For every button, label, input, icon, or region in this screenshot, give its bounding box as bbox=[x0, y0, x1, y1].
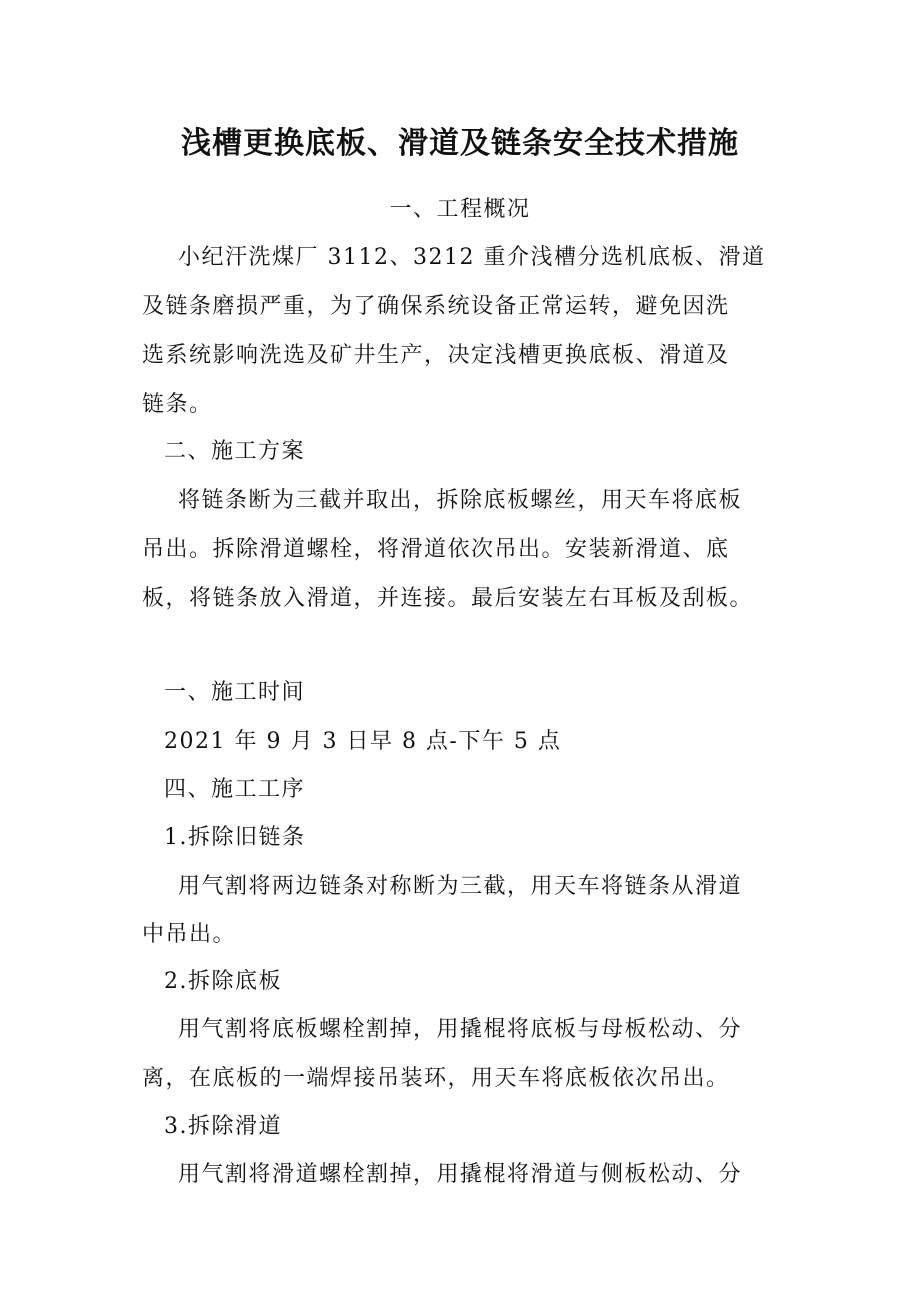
document-title: 浅槽更换底板、滑道及链条安全技术措施 bbox=[181, 126, 739, 161]
paragraph-line: 及链条磨损严重，为了确保系统设备正常运转，避免因洗 bbox=[142, 294, 730, 319]
paragraph-line: 链条。 bbox=[142, 392, 213, 417]
step-heading-2: 2.拆除底板 bbox=[164, 969, 282, 994]
paragraph-line: 用气割将滑道螺栓割掉，用撬棍将滑道与侧板松动、分 bbox=[178, 1162, 743, 1187]
section-heading-plan: 二、施工方案 bbox=[164, 439, 306, 464]
paragraph-line: 选系统影响洗选及矿井生产，决定浅槽更换底板、滑道及 bbox=[142, 343, 730, 368]
paragraph-line: 板，将链条放入滑道，并连接。最后安装左右耳板及刮板。 bbox=[142, 586, 754, 611]
section-heading-time: 一、施工时间 bbox=[164, 680, 306, 705]
step-heading-3: 3.拆除滑道 bbox=[164, 1114, 282, 1139]
paragraph-line: 用气割将底板螺栓割掉，用撬棍将底板与母板松动、分 bbox=[178, 1017, 743, 1042]
step-heading-1: 1.拆除旧链条 bbox=[164, 825, 306, 850]
paragraph-line: 吊出。拆除滑道螺栓，将滑道依次吊出。安装新滑道、底 bbox=[142, 537, 730, 562]
schedule-text: 2021 年 9 月 3 日早 8 点-下午 5 点 bbox=[164, 729, 562, 754]
paragraph-line: 中吊出。 bbox=[142, 922, 237, 947]
section-heading-overview: 一、工程概况 bbox=[389, 197, 531, 222]
paragraph-line: 小纪汗洗煤厂 3112、3212 重介浅槽分选机底板、滑道 bbox=[178, 245, 766, 270]
paragraph-line: 将链条断为三截并取出，拆除底板螺丝，用天车将底板 bbox=[178, 488, 743, 513]
section-heading-procedure: 四、施工工序 bbox=[164, 777, 306, 802]
paragraph-line: 离，在底板的一端焊接吊装环，用天车将底板依次吊出。 bbox=[142, 1066, 730, 1091]
paragraph-line: 用气割将两边链条对称断为三截，用天车将链条从滑道 bbox=[178, 874, 743, 899]
